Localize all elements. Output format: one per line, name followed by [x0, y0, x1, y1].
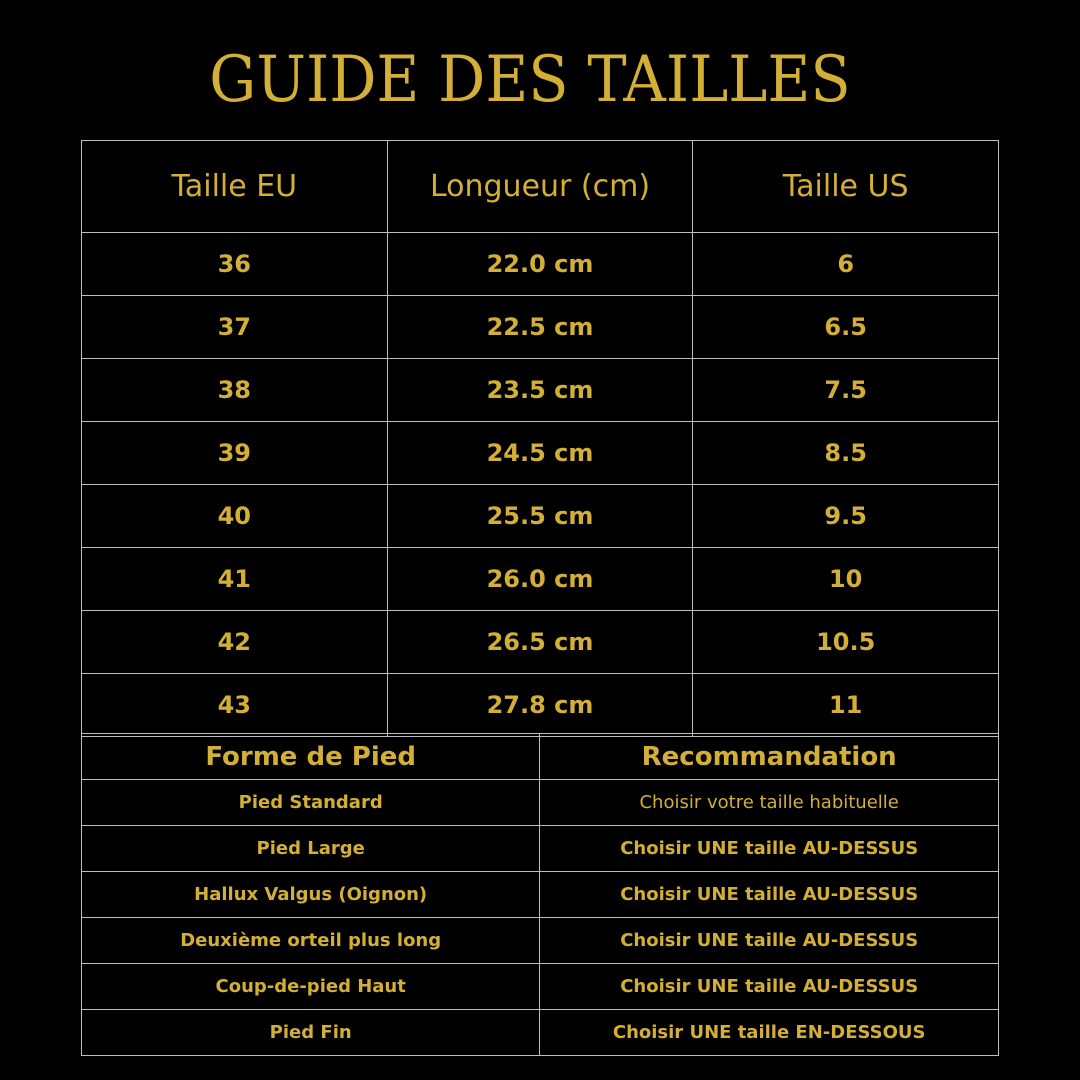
table-row — [82, 611, 999, 674]
table-row — [82, 872, 999, 918]
foot-shape-cell: Hallux Valgus (Oignon) — [82, 872, 540, 918]
us-size-cell: 10.5 — [693, 611, 999, 674]
us-size-cell: 7.5 — [693, 359, 999, 422]
length-cell: 22.0 cm — [387, 233, 693, 296]
header-us-size: Taille US — [693, 141, 999, 233]
length-cell: 26.5 cm — [387, 611, 693, 674]
recommendation-cell: Choisir UNE taille AU-DESSUS — [540, 918, 999, 964]
us-size-cell: 8.5 — [693, 422, 999, 485]
length-cell: 27.8 cm — [387, 674, 693, 737]
foot-shape-cell: Pied Large — [82, 826, 540, 872]
table-row — [82, 359, 999, 422]
recommendation-cell: Choisir UNE taille AU-DESSUS — [540, 964, 999, 1010]
table-row — [82, 780, 999, 826]
length-cell: 24.5 cm — [387, 422, 693, 485]
header-length: Longueur (cm) — [387, 141, 693, 233]
header-recommendation: Recommandation — [540, 734, 999, 780]
eu-size-cell: 43 — [82, 674, 388, 737]
us-size-cell: 11 — [693, 674, 999, 737]
us-size-cell: 10 — [693, 548, 999, 611]
recommendation-cell: Choisir UNE taille AU-DESSUS — [540, 826, 999, 872]
foot-shape-cell: Deuxième orteil plus long — [82, 918, 540, 964]
table-row — [82, 964, 999, 1010]
length-cell: 26.0 cm — [387, 548, 693, 611]
eu-size-cell: 40 — [82, 485, 388, 548]
size-conversion-table — [81, 140, 999, 737]
size-table-header-row — [82, 141, 999, 233]
length-cell: 22.5 cm — [387, 296, 693, 359]
recommendation-cell: Choisir votre taille habituelle — [540, 780, 999, 826]
table-row — [82, 548, 999, 611]
eu-size-cell: 42 — [82, 611, 388, 674]
table-row — [82, 233, 999, 296]
page-title: GUIDE DES TAILLES — [209, 43, 851, 117]
foot-shape-cell: Coup-de-pied Haut — [82, 964, 540, 1010]
foot-shape-table — [81, 733, 999, 1056]
table-row — [82, 296, 999, 359]
us-size-cell: 6.5 — [693, 296, 999, 359]
header-eu-size: Taille EU — [82, 141, 388, 233]
eu-size-cell: 39 — [82, 422, 388, 485]
foot-shape-cell: Pied Standard — [82, 780, 540, 826]
recommendation-cell: Choisir UNE taille AU-DESSUS — [540, 872, 999, 918]
eu-size-cell: 41 — [82, 548, 388, 611]
us-size-cell: 9.5 — [693, 485, 999, 548]
table-row — [82, 485, 999, 548]
table-row — [82, 826, 999, 872]
table-row — [82, 918, 999, 964]
header-foot-shape: Forme de Pied — [82, 734, 540, 780]
table-row — [82, 674, 999, 737]
recommendation-cell: Choisir UNE taille EN-DESSOUS — [540, 1010, 999, 1056]
eu-size-cell: 36 — [82, 233, 388, 296]
foot-shape-cell: Pied Fin — [82, 1010, 540, 1056]
table-row — [82, 422, 999, 485]
table-row — [82, 1010, 999, 1056]
length-cell: 25.5 cm — [387, 485, 693, 548]
length-cell: 23.5 cm — [387, 359, 693, 422]
eu-size-cell: 38 — [82, 359, 388, 422]
shape-table-header-row — [82, 734, 999, 780]
us-size-cell: 6 — [693, 233, 999, 296]
eu-size-cell: 37 — [82, 296, 388, 359]
